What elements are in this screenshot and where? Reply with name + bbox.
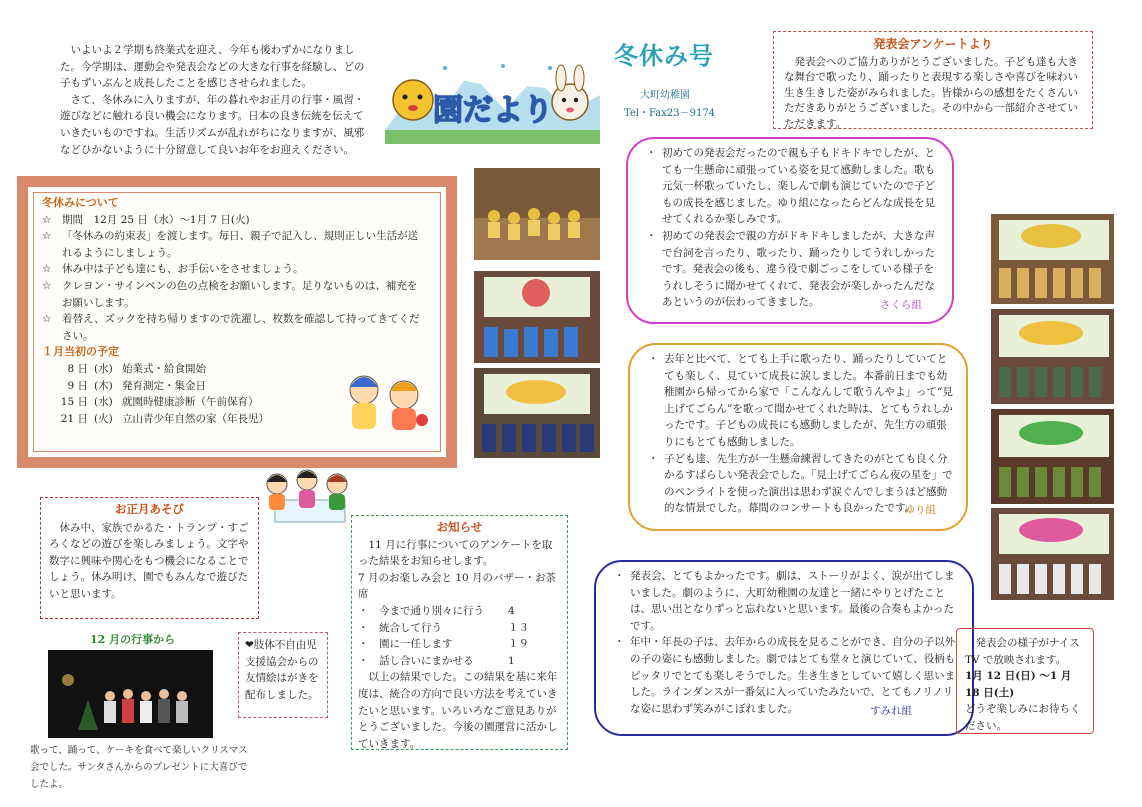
feedback-item: ・ 去年と比べて、とても上手に歌ったり、踊ったりしていてとても楽しく、見ていて成長に涙しました。本番前日までも幼稚園から帰ってから家で「こんなんして歌うんやよ」って“見上げてごらん”を歌って聞かせてくれた時は、とてもうれしかったです。子どもの成長にも感動しましたが、先生方の頑張りにもとても感動しました。	[664, 351, 954, 451]
winter-rule: ☆ 着替え、ズックを持ち帰りますので洗濯し、枚数を確認して持ってきてください。	[42, 313, 420, 342]
survey-result-row: ・ 今まで通り別々に行う 4	[358, 604, 515, 617]
children-illustration	[334, 365, 434, 435]
notice-heading: お知らせ	[436, 520, 483, 534]
notice-question: 7 月のお楽しみ会と 10 月のバザー・お茶席	[358, 571, 557, 601]
survey-result-row: ・ 統合して行う １３	[358, 621, 529, 634]
new-year-games-heading: お正月あそび	[115, 502, 184, 516]
christmas-party-photo	[48, 650, 213, 738]
new-year-games-box	[40, 497, 259, 619]
feedback-item: ・ 初めての発表会で親の方がドキドキしましたが、大きな声で台詞を言ったり、歌ったり、踊ったりしてうれしかったです。発表会の後も、違う役で劇ごっこをしている様子をうれしそうに聞かせてくれて、発表会が楽しかったんだなあというのが伝わってきました。	[662, 228, 940, 311]
class-signature: ゆり組	[904, 504, 936, 517]
notice-intro: 11 月に行事についてのアンケートを取った結果をお知らせします。	[358, 538, 553, 568]
winter-rule: ☆ 期間 12月 25 日（水）～1月 7 日(火)	[42, 213, 250, 226]
january-event: 9 日 (木) 発育測定・集金日	[67, 379, 206, 392]
winter-rule: ☆ 休み中は子ども達にも、お手伝いをさせましょう。	[42, 263, 304, 276]
winter-rule: ☆ 「冬休みの約束表」を渡します。毎日、親子で記入し、規則正しい生活が送れるようにしましょう。	[42, 230, 419, 259]
support-association-note	[238, 632, 328, 718]
recital-photo	[991, 508, 1114, 600]
new-year-games-text: 休み中、家族でかるた・トランプ・すごろくなどの遊びを楽しみましょう。文字や数字に興味や関心をもつ機会になることでしょう。休み明け、園でもみんなで遊びたいと思います。	[49, 521, 249, 600]
recital-photo	[474, 368, 600, 458]
notice-box	[351, 515, 568, 750]
class-signature: さくら組	[880, 299, 922, 312]
feedback-item: ・ 発表会、とてもよかったです。劇は、ストーリがよく、涙が出てしまいました。劇のように、大町幼稚園の友達と一緒にやりとげたことは、思い出となりずっと忘れないと思います。最後の合奏もよかったです。	[630, 568, 960, 634]
tv-broadcast-note	[956, 628, 1094, 734]
recital-photo	[991, 309, 1114, 404]
notice-conclusion: 以上の結果でした。この結果を基に来年度は、統合の方向で良い方法を考えていきたいと思います。いろいろなご意見ありがとうございました。今後の園運営に活かしていきます。	[358, 671, 558, 750]
january-heading: １月当初の予定	[42, 345, 119, 359]
january-event: 15 日 (水) 就園時健康診断（午前保育）	[60, 396, 259, 409]
tv-note-text: 発表会の様子がナイス TV で放映されます。 1月 12 日(日) ～1 月 18 日(土) どうぞ楽しみにお待ちください。	[965, 637, 1081, 732]
intro-paragraph: いよいよ２学期も終業式を迎え、今年も後わずかになりました。今学期は、運動会や発表会などの大きな行事を経験し、どの子もずいぶんと成長したことを感じさせられました。	[60, 44, 365, 90]
logo-text: 園だより	[433, 93, 553, 128]
recital-photo	[991, 214, 1114, 304]
christmas-caption: 歌って、踊って、ケーキを食べて楽しいクリスマス会でした。サンタさんからのプレゼントに大喜びでしたよ。	[30, 745, 248, 790]
class-signature: すみれ組	[870, 705, 912, 718]
newsletter-logo	[385, 60, 600, 144]
tv-closing: どうぞ楽しみにお待ちください。	[965, 703, 1081, 732]
feedback-sumire-bubble	[594, 560, 974, 736]
winter-break-box	[17, 176, 457, 468]
intro-paragraph: さて、冬休みに入りますが、年の暮れやお正月の行事・風習・遊びなどに触れる良い機会になります。日本の良き伝統を伝えていきたいものですね。生活リズムが乱れがちになりますが、風邪などひかないように十分留意して良いお年をお迎えください。	[60, 93, 365, 156]
intro-text	[60, 42, 365, 158]
school-name: 大町幼稚園	[640, 90, 690, 101]
feedback-item: ・ 子ども達、先生方が一生懸命練習してきたのがとても良く分かるすばらしい発表会でした。「見上げてごらん夜の星を」でのペンライトを使った演出は思わず涙ぐんでしまうほど感動的な情景でした。幕間のコンサートも良かったです。	[664, 451, 954, 517]
survey-intro-box	[773, 31, 1093, 129]
support-note-text: ❤肢体不自由児支援協会からの友情絵はがきを配布しました。	[245, 639, 319, 701]
january-event: 8 日 (水) 始業式・給食開始	[67, 362, 206, 375]
recital-photo	[991, 409, 1114, 504]
survey-result-row: ・ 話し合いにまかせる 1	[358, 654, 515, 667]
winter-rule: ☆ クレヨン・サインペンの色の点検をお願いします。足りないものは、補充をお願いします。	[42, 279, 418, 309]
recital-photo	[474, 168, 600, 260]
december-events-heading: 12 月の行事から	[90, 633, 176, 646]
school-phone: Tel・Fax23－9174	[624, 108, 716, 119]
notice-content	[358, 537, 561, 753]
recital-photo	[474, 271, 600, 363]
feedback-item: ・ 初めての発表会だったので親も子もドキドキでしたが、とても一生懸命に頑張っている姿を見て感動しました。歌も元気一杯歌っていたし、楽しんで劇も演じていたので子どもの成長を感じました。ゆり組になったらどんな成長を見せてくれるか楽しみです。	[662, 145, 940, 228]
new-year-kids-illustration	[255, 466, 355, 530]
feedback-sakura-bubble	[626, 137, 954, 324]
survey-heading: 発表会アンケートより	[873, 37, 993, 51]
survey-result-row: ・ 園に一任します １９	[358, 638, 529, 651]
feedback-yuri-bubble	[628, 343, 968, 531]
issue-title: 冬休み号	[614, 42, 714, 70]
survey-text: 発表会へのご協力ありがとうございました。子ども達も大きな舞台で歌ったり、踊ったりと表現する楽しさや喜びを味わい生き生きした姿がみられました。皆様からの感想をたくさんいただきありがとうございました。その中から一部紹介させていただきます。	[784, 55, 1078, 130]
january-event: 21 日 (火) 立山青少年自然の家（年長児）	[60, 412, 269, 425]
feedback-item: ・ 年中・年長の子は、去年からの成長を見ることができ、自分の子以外の子の姿にも感動しました。劇ではとても堂々と演じていて、役柄もピッタリでとても楽しそうでした。生き生きとしていて嬉しく思いました。ラインダンスが一番気に入っていたみたいで、とてもノリノリな姿に思わず笑みがこぼれました。	[630, 634, 960, 717]
winter-break-heading: 冬休みについて	[42, 196, 119, 209]
tv-dates: 1月 12 日(日) ～1 月 18 日(土)	[965, 670, 1072, 699]
